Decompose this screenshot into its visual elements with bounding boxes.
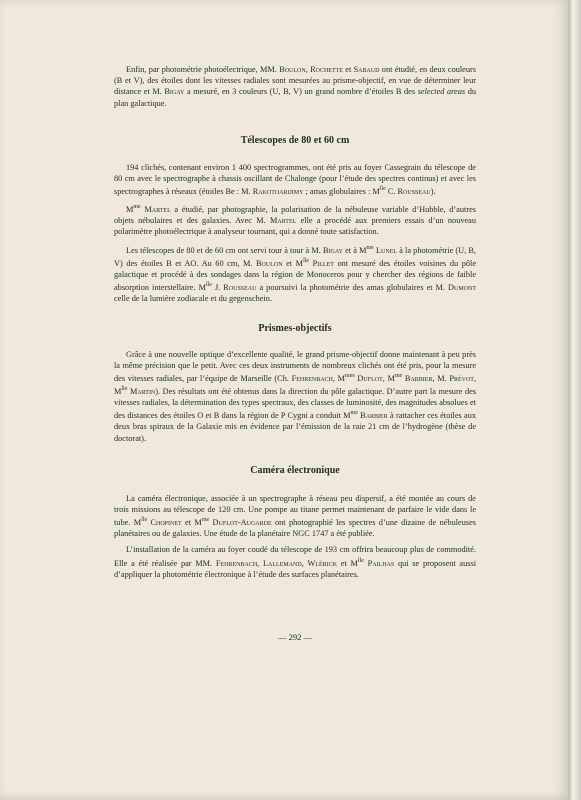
telescopes-paragraph-1: 194 clichés, contenant environ 1 400 spectrogrammes, ont été pris au foyer Cassegrain du télescope de 80 cm avec le spectrographe à chassis oscillant de Chalonge (pour l’étude des spectres continus) et avec les spectrographes à réseaux (étoiles Be : M. Rakotoarijimy ; amas globulaires : $M^{lle}$ C. Rousseau). [114, 162, 476, 196]
intro-paragraph: Enfin, par photométrie photoélectrique, MM. Boulon, Rochette et Sabaud ont étudié, en deux couleurs (B et V), des étoiles dont les vitesses radiales sont mesurées au prisme-objectif, en vue de déterminer leur distance et M. Bigay a mesuré, en 3 couleurs (U, B, V) un grand nombre d’étoiles B des selected areas du plan galactique. [114, 65, 477, 108]
section-heading-camera: Caméra électronique [250, 464, 340, 476]
prismes-paragraph-1: Grâce à une nouvelle optique d’excellente qualité, le grand prisme-objectif donne maintenant à peu près la même précision que le petit. Avec ces deux instruments de nombreux clichés ont été pris, pour la mesure des vitesses radiales, par l’équipe de Marseille (Ch. Fehrenbach, $M^{mes}$ Duflot, $M^{me}$ Barbier, M. Prévot, $M^{lle}$ Martin). Des résultats ont été obtenus dans la direction du pôle galactique. D’autre part la mesure des vitesses radiales, la détermination des types spectraux, des classes de luminosité, des magnitudes absolues et des distances des étoiles O et B dans la région de P Cygni a conduit $M^{me}$ Barbier à rattacher ces étoiles aux deux bras spiraux de la Galaxie mis en évidence par l’émission de la raie 21 cm de l’hydrogène (thèse de doctorat). [114, 349, 477, 443]
page-content [114, 64, 476, 585]
camera-paragraph-1: La caméra électronique, associée à un spectrographe à réseau peu dispersif, a été montée au cours de trois missions au télescope de 120 cm. Une pompe au titane permet maintenant de parfaire le vide dans le tube. $M^{lle}$ Chopinet et $M^{me}$ Duflot-Augarde ont photographié les spectres d’une dizaine de nébuleuses planétaires ou de galaxies. Une étude de la planétaire NGC 1747 a été publiée. [114, 493, 477, 539]
telescopes-paragraph-3: Les télescopes de 80 et de 60 cm ont servi tour à tour à M. Bigay et à $M^{me}$ Lunel à la photométrie (U, B, V) des étoiles B et AO. Au 60 cm, M. Boulon et $M^{lle}$ Pillet ont mesuré des étoiles voisines du pôle galactique et procédé à des sondages dans la région de Monoceros pour y chercher des régions de faible absorption interstellaire. $M^{lle}$ J. Rousseau a poursuivi la photométrie des amas globulaires et M. Dumont celle de la lumière zodiacale et du gegenschein. [114, 244, 477, 303]
section-heading-prismes: Prismes-objectifs [258, 322, 332, 334]
page-edge [568, 0, 581, 800]
telescopes-paragraph-2: $M^{me}$ Martel a étudié, par photographie, la polarisation de la nébuleuse variable d’Hubble, d’autres objets nébulaires et des galaxies. Avec M. Martel elle a procédé aux premiers essais d’un nouveau polarimètre photoélectrique à analyseur tournant, qui a donné toute satisfaction. [114, 204, 477, 237]
camera-paragraph-2: L’installation de la caméra au foyer coudé du télescope de 193 cm offrira beaucoup plus de commodité. Elle a été réalisée par MM. Fehrenbach, Lallemand, Wlérick et $M^{lle}$ Pailhas qui se proposent aussi d’appliquer la photométrie électronique à l’étude des surfaces planétaires. [114, 545, 476, 579]
page-number: — 292 — [278, 632, 312, 642]
section-heading-telescopes: Télescopes de 80 et 60 cm [240, 134, 350, 146]
